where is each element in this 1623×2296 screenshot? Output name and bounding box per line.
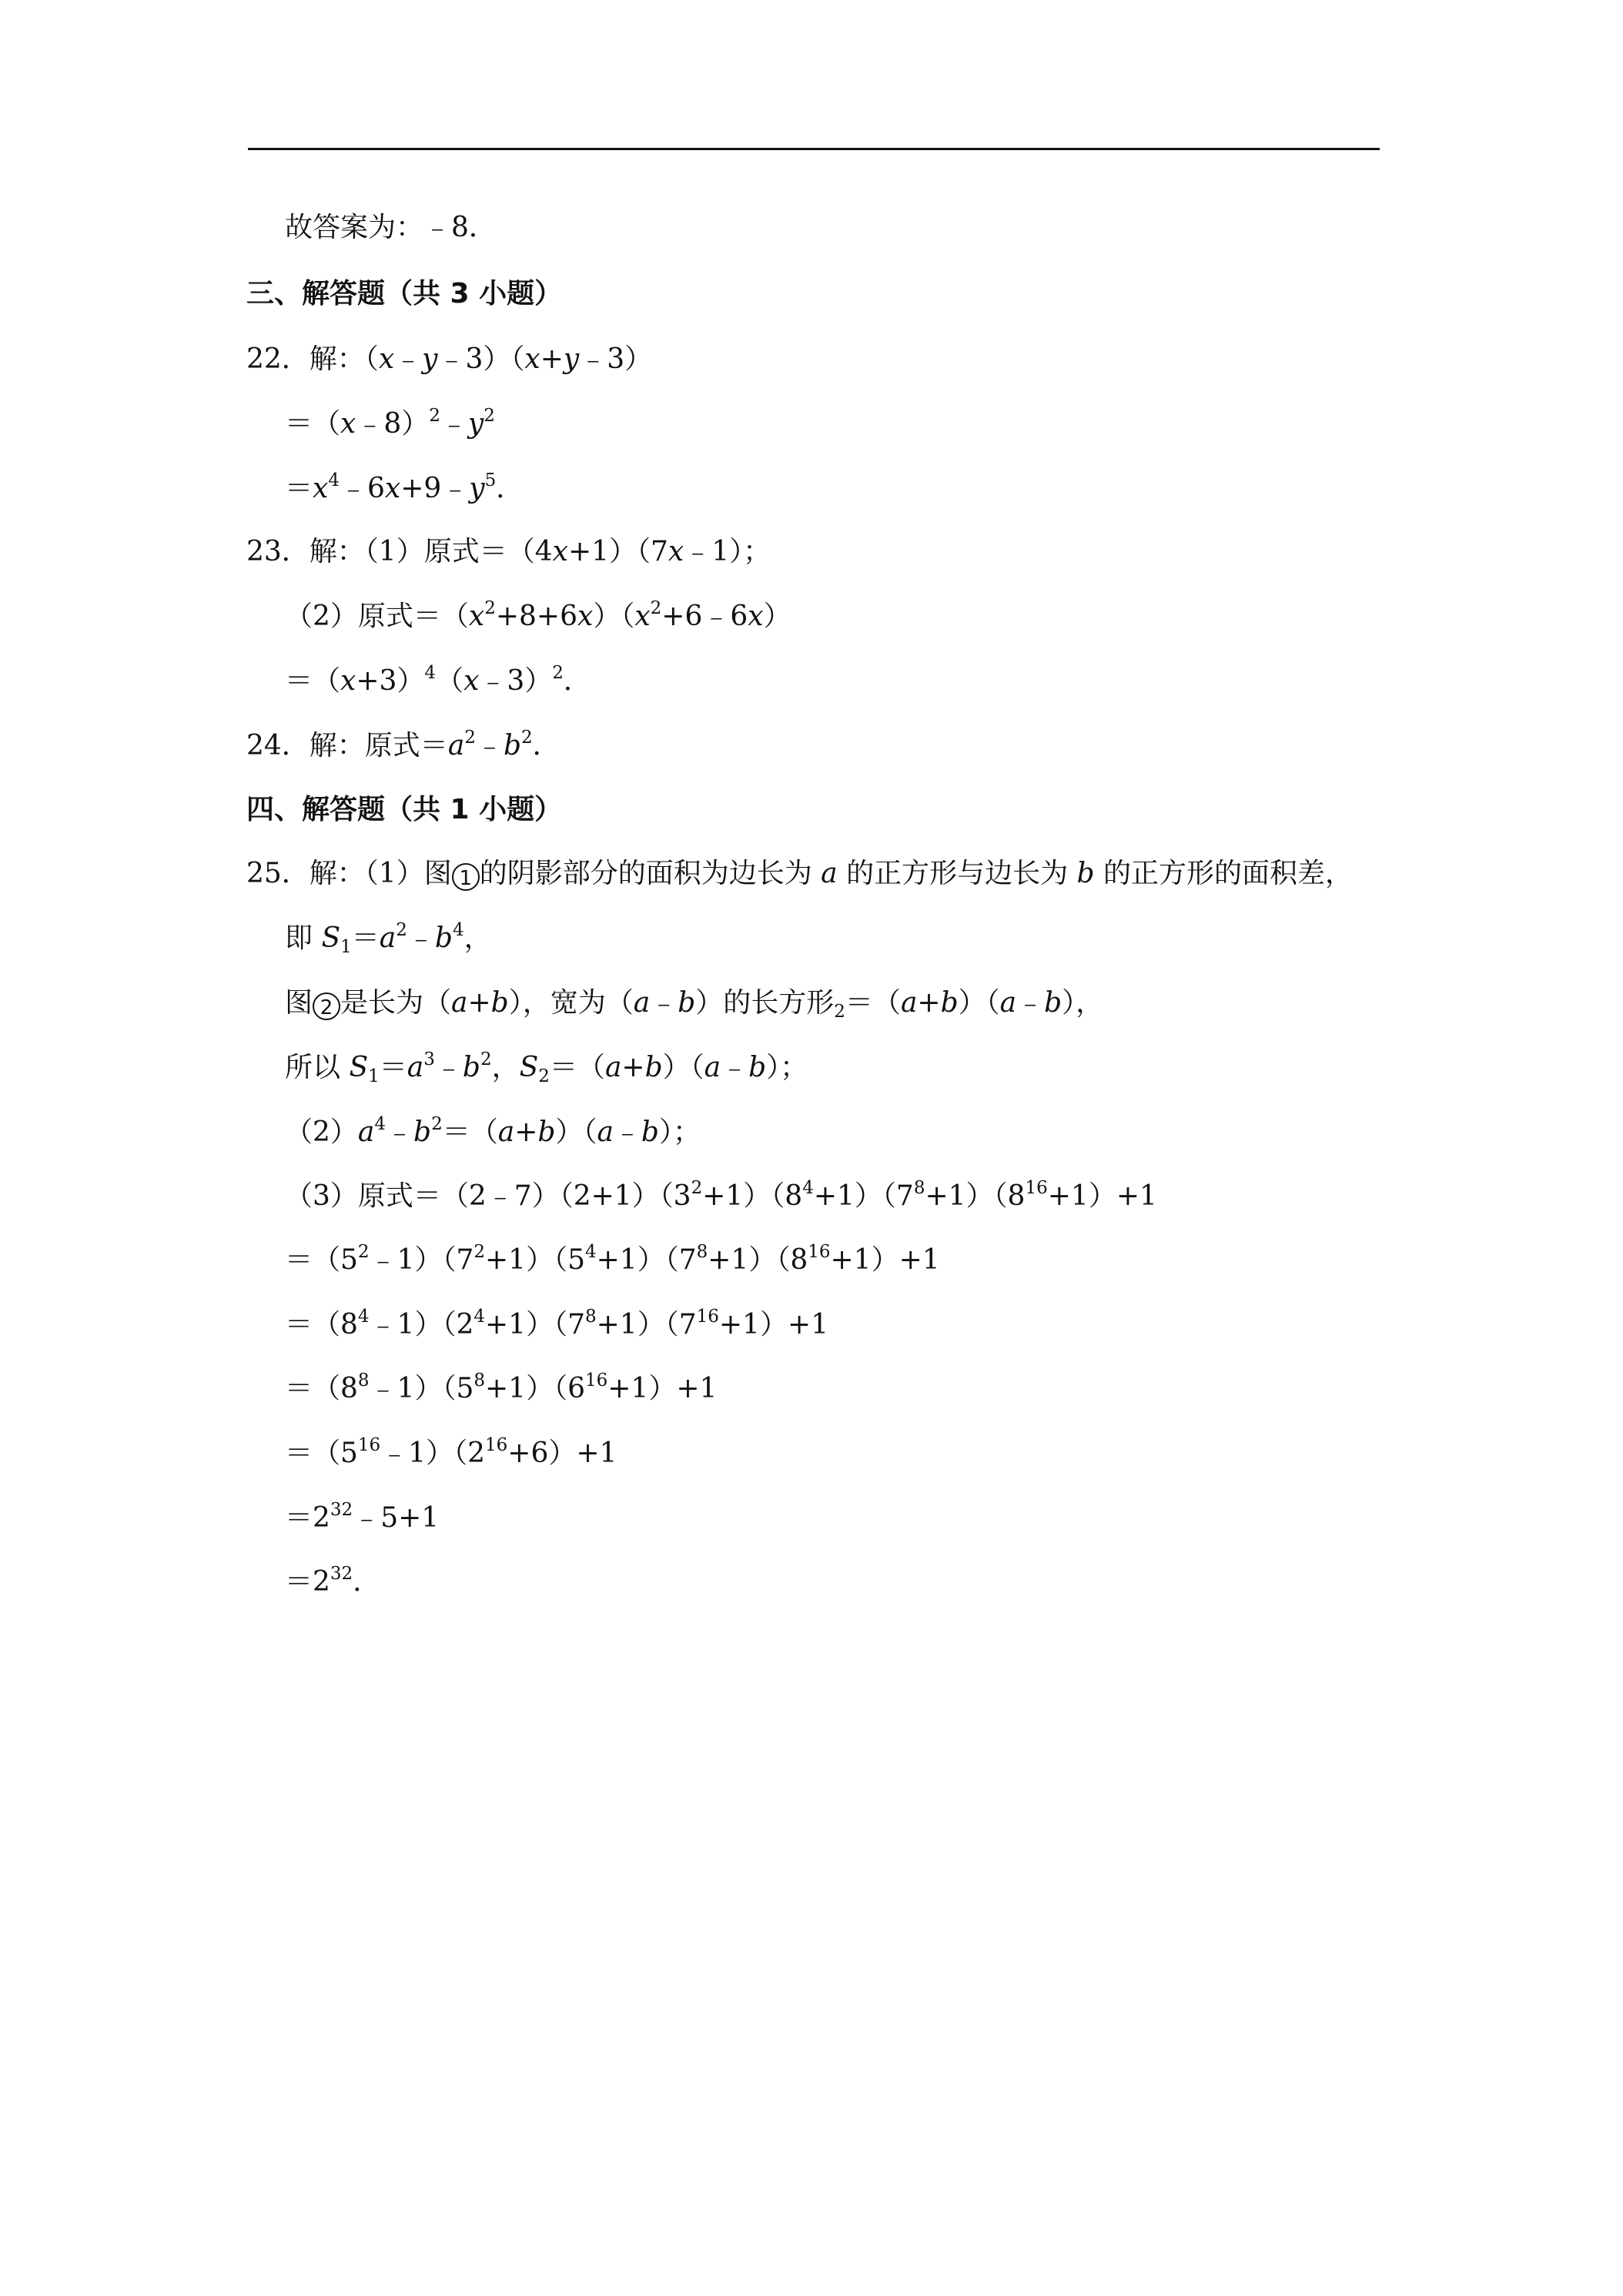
q23-solution-line-3 bbox=[285, 663, 591, 700]
text-run: ）（ bbox=[555, 1116, 597, 1148]
subscript: 2 bbox=[834, 1002, 845, 1022]
text-run: ）； bbox=[658, 1116, 701, 1148]
math-variable: S bbox=[349, 1052, 369, 1083]
q25-solution-line-10 bbox=[285, 1435, 617, 1472]
text-run: ﹣5+1 bbox=[353, 1502, 440, 1534]
superscript: 4 bbox=[424, 663, 437, 683]
q22-solution-line-2 bbox=[285, 406, 495, 443]
math-variable: b bbox=[434, 922, 453, 954]
superscript: 4 bbox=[802, 1178, 814, 1198]
text-run: +1）+1 bbox=[718, 1309, 829, 1340]
text-run: + bbox=[467, 987, 491, 1019]
superscript: 4 bbox=[584, 1242, 597, 1262]
text-run: +1）（6 bbox=[485, 1373, 585, 1404]
math-variable: x bbox=[668, 536, 684, 567]
text-run: +3） bbox=[356, 665, 425, 697]
superscript: 2 bbox=[650, 598, 662, 618]
text-run: +1）（8 bbox=[708, 1244, 808, 1276]
text-run: ﹣1）（7 bbox=[369, 1244, 474, 1276]
circled-number: 2 bbox=[313, 992, 340, 1020]
math-variable: b bbox=[1076, 858, 1095, 889]
math-variable: a bbox=[407, 1052, 424, 1083]
math-variable: a bbox=[999, 987, 1017, 1019]
subscript: 2 bbox=[538, 1066, 550, 1086]
superscript: 16 bbox=[584, 1371, 608, 1391]
superscript: 2 bbox=[429, 406, 440, 426]
text-run: +1）（7 bbox=[813, 1180, 914, 1212]
math-variable: b bbox=[644, 1052, 663, 1083]
text-run: ﹣ bbox=[721, 1052, 749, 1083]
superscript: 2 bbox=[484, 598, 496, 618]
superscript: 2 bbox=[357, 1242, 370, 1262]
text-run: 的正方形的面积差， bbox=[1094, 858, 1354, 889]
text-run: ， bbox=[491, 1052, 520, 1083]
q25-solution-line-4 bbox=[285, 1049, 808, 1086]
superscript: 8 bbox=[357, 1371, 370, 1391]
text-run: +1）（7 bbox=[596, 1244, 697, 1276]
text-run: ＝（5 bbox=[285, 1438, 358, 1469]
superscript: 5 bbox=[484, 470, 497, 490]
text-run: 23．解：（1）原式＝（4 bbox=[246, 536, 553, 567]
text-run: ﹣ bbox=[407, 922, 435, 954]
text-run: ），宽为（ bbox=[508, 987, 634, 1019]
math-variable: b bbox=[413, 1116, 432, 1148]
text-run: 22．解：（ bbox=[246, 343, 379, 375]
text-run: ﹣ bbox=[440, 408, 468, 440]
text-run: （2）原式＝（ bbox=[285, 601, 469, 632]
text-run: ﹣1）； bbox=[684, 536, 771, 567]
text-run: 所以 bbox=[285, 1052, 350, 1083]
text-run: 即 bbox=[285, 922, 322, 954]
q24-solution-line-1 bbox=[246, 728, 561, 765]
text-run: ）的长方形 bbox=[695, 987, 835, 1019]
text-run: 图 bbox=[285, 987, 313, 1019]
superscript: 2 bbox=[480, 1049, 492, 1069]
text-run: +1）（8 bbox=[925, 1180, 1026, 1212]
text-run: ＝（8 bbox=[285, 1309, 358, 1340]
math-variable: b bbox=[1044, 987, 1062, 1019]
text-run: ﹣ bbox=[475, 730, 504, 761]
text-run: +1）+1 bbox=[607, 1373, 718, 1404]
q25-solution-line-6 bbox=[285, 1178, 1157, 1215]
text-run: ＝（ bbox=[285, 408, 341, 440]
text-run: ＝ bbox=[351, 922, 380, 954]
q25-solution-line-7 bbox=[285, 1242, 940, 1279]
text-run: 的正方形与边长为 bbox=[837, 858, 1077, 889]
superscript: 2 bbox=[474, 1242, 485, 1262]
section-heading-4 bbox=[246, 792, 562, 828]
math-variable: b bbox=[537, 1116, 556, 1148]
superscript: 2 bbox=[691, 1178, 703, 1198]
text-run: ）（ bbox=[593, 601, 635, 632]
math-variable: a bbox=[597, 1116, 614, 1148]
text-run: ﹣8） bbox=[356, 408, 430, 440]
text-run: ﹣ bbox=[650, 987, 678, 1019]
math-variable: x bbox=[577, 601, 594, 632]
text-run: ， bbox=[463, 922, 492, 954]
text-run: ﹣ bbox=[386, 1116, 414, 1148]
math-variable: a bbox=[447, 730, 465, 761]
text-run: +1）（7 bbox=[567, 536, 668, 567]
superscript: 2 bbox=[431, 1114, 443, 1134]
text-run: +1）（7 bbox=[596, 1309, 697, 1340]
text-run: ﹣ bbox=[394, 343, 423, 375]
math-variable: y bbox=[469, 473, 485, 504]
math-variable: a bbox=[497, 1116, 515, 1148]
subscript: 1 bbox=[340, 937, 352, 957]
text-run: +8+6 bbox=[495, 601, 577, 632]
text-run: ＝2 bbox=[285, 1566, 330, 1598]
math-variable: a bbox=[379, 922, 397, 954]
text-run: ＝2 bbox=[285, 1502, 330, 1534]
text-run: ﹣ bbox=[434, 1052, 463, 1083]
superscript: 4 bbox=[357, 1307, 370, 1327]
math-variable: a bbox=[704, 1052, 721, 1083]
superscript: 2 bbox=[464, 728, 476, 748]
section-heading-3 bbox=[246, 276, 562, 313]
text-run: ＝（5 bbox=[285, 1244, 358, 1276]
text-run: ﹣1）（2 bbox=[380, 1438, 485, 1469]
math-variable: x bbox=[634, 601, 651, 632]
math-variable: x bbox=[340, 665, 356, 697]
math-variable: x bbox=[552, 536, 568, 567]
text-run: ﹣ bbox=[613, 1116, 641, 1148]
text-run: ＝（ bbox=[442, 1116, 498, 1148]
text-run: 三、解答题（共 3 小题） bbox=[246, 278, 563, 310]
text-run: ＝ bbox=[285, 473, 313, 504]
math-variable: x bbox=[313, 473, 329, 504]
math-variable: a bbox=[357, 1116, 375, 1148]
q22-solution-line-1 bbox=[246, 341, 652, 378]
q23-solution-line-2 bbox=[285, 598, 791, 635]
math-variable: x bbox=[384, 473, 401, 504]
text-run: +6﹣6 bbox=[661, 601, 748, 632]
header-rule bbox=[248, 148, 1380, 150]
superscript: 8 bbox=[474, 1371, 485, 1391]
text-run: +1）+1 bbox=[1047, 1180, 1157, 1212]
text-run: +1）+1 bbox=[830, 1244, 940, 1276]
text-run: ＝（ bbox=[285, 665, 341, 697]
text-run: 是长为（ bbox=[340, 987, 452, 1019]
text-run: ＝ bbox=[379, 1052, 407, 1083]
text-run: ． bbox=[353, 1566, 381, 1598]
text-run: 故答案为：﹣8． bbox=[285, 212, 497, 243]
text-run: ﹣1）（5 bbox=[369, 1373, 474, 1404]
superscript: 4 bbox=[374, 1114, 387, 1134]
q25-solution-line-5 bbox=[285, 1114, 701, 1151]
superscript: 16 bbox=[808, 1242, 831, 1262]
superscript: 2 bbox=[484, 406, 495, 426]
superscript: 3 bbox=[423, 1049, 435, 1069]
text-run: ﹣6 bbox=[339, 473, 385, 504]
text-run: +1）（5 bbox=[485, 1244, 585, 1276]
text-run: + bbox=[621, 1052, 645, 1083]
superscript: 8 bbox=[696, 1242, 708, 1262]
math-variable: x bbox=[468, 601, 485, 632]
text-run: 25．解：（1）图 bbox=[246, 858, 452, 889]
superscript: 4 bbox=[452, 920, 464, 940]
text-run: （2） bbox=[285, 1116, 358, 1148]
q25-solution-line-9 bbox=[285, 1371, 717, 1407]
text-run: ﹣1）（2 bbox=[369, 1309, 474, 1340]
text-run: +6）+1 bbox=[507, 1438, 617, 1469]
text-run: （ bbox=[436, 665, 464, 697]
math-variable: a bbox=[604, 1052, 622, 1083]
math-variable: b bbox=[748, 1052, 767, 1083]
text-run: ﹣3） bbox=[579, 343, 653, 375]
superscript: 4 bbox=[474, 1307, 485, 1327]
math-variable: y bbox=[422, 343, 438, 375]
text-run: 的阴影部分的面积为边长为 bbox=[479, 858, 822, 889]
text-run: ）， bbox=[1062, 987, 1104, 1019]
text-run: 24．解：原式＝ bbox=[246, 730, 448, 761]
text-run: ＝（8 bbox=[285, 1373, 358, 1404]
q25-solution-line-8 bbox=[285, 1307, 828, 1344]
text-run: （3）原式＝（2﹣7）（2+1）（3 bbox=[285, 1180, 691, 1212]
text-run: ）（ bbox=[662, 1052, 704, 1083]
q22-solution-line-3 bbox=[285, 470, 524, 507]
text-run: ）（ bbox=[958, 987, 1000, 1019]
text-run: 四、解答题（共 1 小题） bbox=[246, 794, 563, 825]
math-variable: x bbox=[748, 601, 764, 632]
text-run: ﹣3）（ bbox=[437, 343, 525, 375]
math-variable: a bbox=[451, 987, 468, 1019]
math-variable: b bbox=[940, 987, 959, 1019]
superscript: 16 bbox=[357, 1435, 381, 1455]
text-run: +9﹣ bbox=[400, 473, 470, 504]
superscript: 4 bbox=[328, 470, 340, 490]
text-run: + bbox=[917, 987, 941, 1019]
line-answer-q21 bbox=[285, 209, 497, 246]
superscript: 16 bbox=[485, 1435, 508, 1455]
math-variable: b bbox=[678, 987, 696, 1019]
q25-solution-line-2 bbox=[285, 920, 492, 957]
math-variable: b bbox=[503, 730, 521, 761]
superscript: 2 bbox=[552, 663, 564, 683]
subscript: 1 bbox=[368, 1066, 380, 1086]
text-run: ＝（ bbox=[549, 1052, 605, 1083]
superscript: 32 bbox=[330, 1564, 353, 1584]
superscript: 2 bbox=[396, 920, 407, 940]
math-variable: x bbox=[524, 343, 540, 375]
q25-solution-line-3 bbox=[285, 985, 1103, 1022]
q25-solution-line-1 bbox=[246, 855, 1353, 892]
text-run: ． bbox=[496, 473, 524, 504]
text-run: ． bbox=[532, 730, 561, 761]
text-run: ﹣ bbox=[1016, 987, 1045, 1019]
q25-solution-line-11 bbox=[285, 1500, 439, 1537]
math-variable: a bbox=[633, 987, 651, 1019]
math-variable: b bbox=[462, 1052, 480, 1083]
superscript: 16 bbox=[1025, 1178, 1048, 1198]
superscript: 8 bbox=[913, 1178, 925, 1198]
math-variable: b bbox=[641, 1116, 659, 1148]
text-run: ＝（ bbox=[845, 987, 901, 1019]
math-variable: a bbox=[900, 987, 918, 1019]
text-run: +1）（8 bbox=[702, 1180, 803, 1212]
math-variable: y bbox=[563, 343, 580, 375]
superscript: 8 bbox=[584, 1307, 597, 1327]
math-variable: x bbox=[463, 665, 480, 697]
math-variable: y bbox=[467, 408, 484, 440]
math-variable: b bbox=[490, 987, 509, 1019]
text-run: +1）（7 bbox=[485, 1309, 585, 1340]
text-run: ）； bbox=[766, 1052, 808, 1083]
q23-solution-line-1 bbox=[246, 534, 771, 571]
math-variable: S bbox=[519, 1052, 539, 1083]
superscript: 2 bbox=[520, 728, 533, 748]
superscript: 32 bbox=[330, 1500, 353, 1520]
text-run: ． bbox=[563, 665, 591, 697]
math-variable: S bbox=[321, 922, 341, 954]
text-run: + bbox=[540, 343, 564, 375]
math-variable: a bbox=[821, 858, 838, 889]
superscript: 16 bbox=[696, 1307, 719, 1327]
circled-number: 1 bbox=[452, 863, 480, 891]
q25-solution-line-12 bbox=[285, 1564, 380, 1601]
text-run: ） bbox=[763, 601, 791, 632]
text-run: + bbox=[514, 1116, 538, 1148]
math-variable: x bbox=[340, 408, 356, 440]
text-run: ﹣3） bbox=[479, 665, 553, 697]
math-variable: x bbox=[378, 343, 395, 375]
